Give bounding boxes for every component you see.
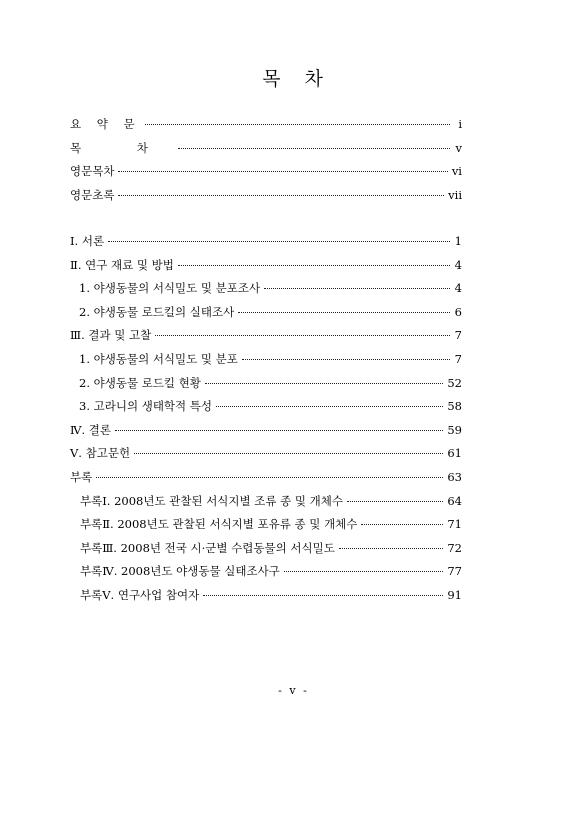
toc-entry-page: 7	[454, 351, 462, 366]
toc-entry-page: 4	[454, 257, 462, 272]
dot-leader	[96, 477, 443, 478]
toc-entry-page: 91	[447, 587, 462, 602]
toc-entry-label: Ⅴ. 참고문헌	[70, 446, 131, 461]
dot-leader	[178, 148, 450, 149]
toc-entry-page: 71	[447, 517, 462, 532]
dot-leader	[205, 383, 443, 384]
toc-entry-label: Ⅳ. 결론	[70, 422, 112, 437]
dot-leader	[118, 171, 447, 172]
toc-entry-label: 부록Ⅰ. 2008년도 관찰된 서식지별 조류 종 및 개체수	[80, 493, 344, 508]
dot-leader	[264, 288, 450, 289]
toc-entry-label: Ⅲ. 결과 및 고찰	[70, 328, 152, 343]
toc-entry-label: 부록Ⅲ. 2008년 전국 시·군별 수렵동물의 서식밀도	[80, 540, 335, 555]
toc-entry-label: Ⅱ. 연구 재료 및 방법	[70, 257, 174, 272]
toc-entry-page: 64	[447, 493, 462, 508]
dot-leader	[242, 359, 450, 360]
toc-entry[interactable]	[70, 327, 462, 351]
toc-entry-label: 부록Ⅳ. 2008년도 야생동물 실태조사구	[80, 564, 280, 579]
toc-entry[interactable]	[70, 257, 462, 281]
toc-entry-page: 59	[447, 422, 462, 437]
dot-leader	[115, 430, 443, 431]
toc-entry[interactable]	[70, 351, 462, 375]
toc-entry-label: 부록	[70, 469, 93, 484]
toc-entry-label: 요 약 문	[70, 117, 141, 131]
toc-entry[interactable]	[70, 587, 462, 611]
toc-entry-label: 부록Ⅱ. 2008년도 관찰된 서식지별 포유류 종 및 개체수	[80, 517, 358, 532]
dot-leader	[347, 501, 443, 502]
toc-entry[interactable]	[70, 422, 462, 446]
toc-entry-label: 영문목차	[70, 164, 115, 179]
toc-entry[interactable]	[70, 140, 462, 164]
dot-leader	[145, 124, 450, 125]
toc-entry-label: 2. 야생동물 로드킬의 실태조사	[79, 304, 235, 319]
toc-entry-page: 72	[447, 540, 462, 555]
toc-entry[interactable]	[70, 563, 462, 587]
toc-entry-page: vii	[448, 187, 462, 202]
toc-entry[interactable]	[70, 304, 462, 328]
dot-leader	[339, 548, 444, 549]
toc-entry-page: 58	[447, 399, 462, 414]
toc-entry-page: vi	[451, 164, 462, 179]
toc-entry[interactable]	[70, 398, 462, 422]
toc-entry[interactable]	[70, 445, 462, 469]
dot-leader	[134, 453, 443, 454]
toc-entry[interactable]	[70, 375, 462, 399]
chapter-list	[70, 233, 462, 611]
dot-leader	[238, 312, 450, 313]
toc-entry-label: 1. 야생동물의 서식밀도 및 분포조사	[79, 281, 261, 296]
dot-leader	[108, 241, 450, 242]
toc-entry[interactable]	[70, 233, 462, 257]
toc-entry-label: 부록Ⅴ. 연구사업 참여자	[80, 587, 200, 602]
dot-leader	[284, 571, 444, 572]
page-number-footer: - v -	[278, 684, 309, 697]
toc-entry-label: 2. 야생동물 로드킬 현황	[79, 375, 201, 390]
toc-entry-page: 52	[447, 375, 462, 390]
toc-entry-page: 77	[447, 564, 462, 579]
toc-entry-label: 영문초록	[70, 187, 115, 202]
dot-leader	[155, 335, 450, 336]
dot-leader	[178, 265, 450, 266]
toc-entry[interactable]	[70, 469, 462, 493]
toc-entry-label: 목 차	[70, 140, 174, 155]
toc-entry-page: 63	[447, 469, 462, 484]
toc-entry[interactable]	[70, 163, 462, 187]
front-matter-list	[70, 116, 462, 210]
toc-entry-page: 6	[454, 304, 462, 319]
dot-leader	[216, 406, 443, 407]
toc-entry-label: Ⅰ. 서론	[70, 234, 105, 248]
dot-leader	[361, 524, 443, 525]
toc-entry[interactable]	[70, 493, 462, 517]
page-title: 목 차	[262, 68, 325, 90]
toc-entry-page: 4	[454, 281, 462, 296]
toc-entry-page: 61	[447, 446, 462, 461]
toc-entry-page: 7	[454, 328, 462, 343]
toc-entry-page: i	[458, 117, 462, 131]
toc-entry[interactable]	[70, 516, 462, 540]
toc-entry-label: 1. 야생동물의 서식밀도 및 분포	[79, 351, 238, 366]
toc-entry[interactable]	[70, 187, 462, 211]
toc-entry-label: 3. 고라니의 생태학적 특성	[79, 399, 213, 414]
toc-entry[interactable]	[70, 540, 462, 564]
toc-entry[interactable]	[70, 116, 462, 140]
toc-entry-page: 1	[454, 234, 462, 248]
toc-entry-page: v	[455, 140, 462, 155]
dot-leader	[118, 195, 444, 196]
dot-leader	[203, 595, 443, 596]
toc-entry[interactable]	[70, 280, 462, 304]
